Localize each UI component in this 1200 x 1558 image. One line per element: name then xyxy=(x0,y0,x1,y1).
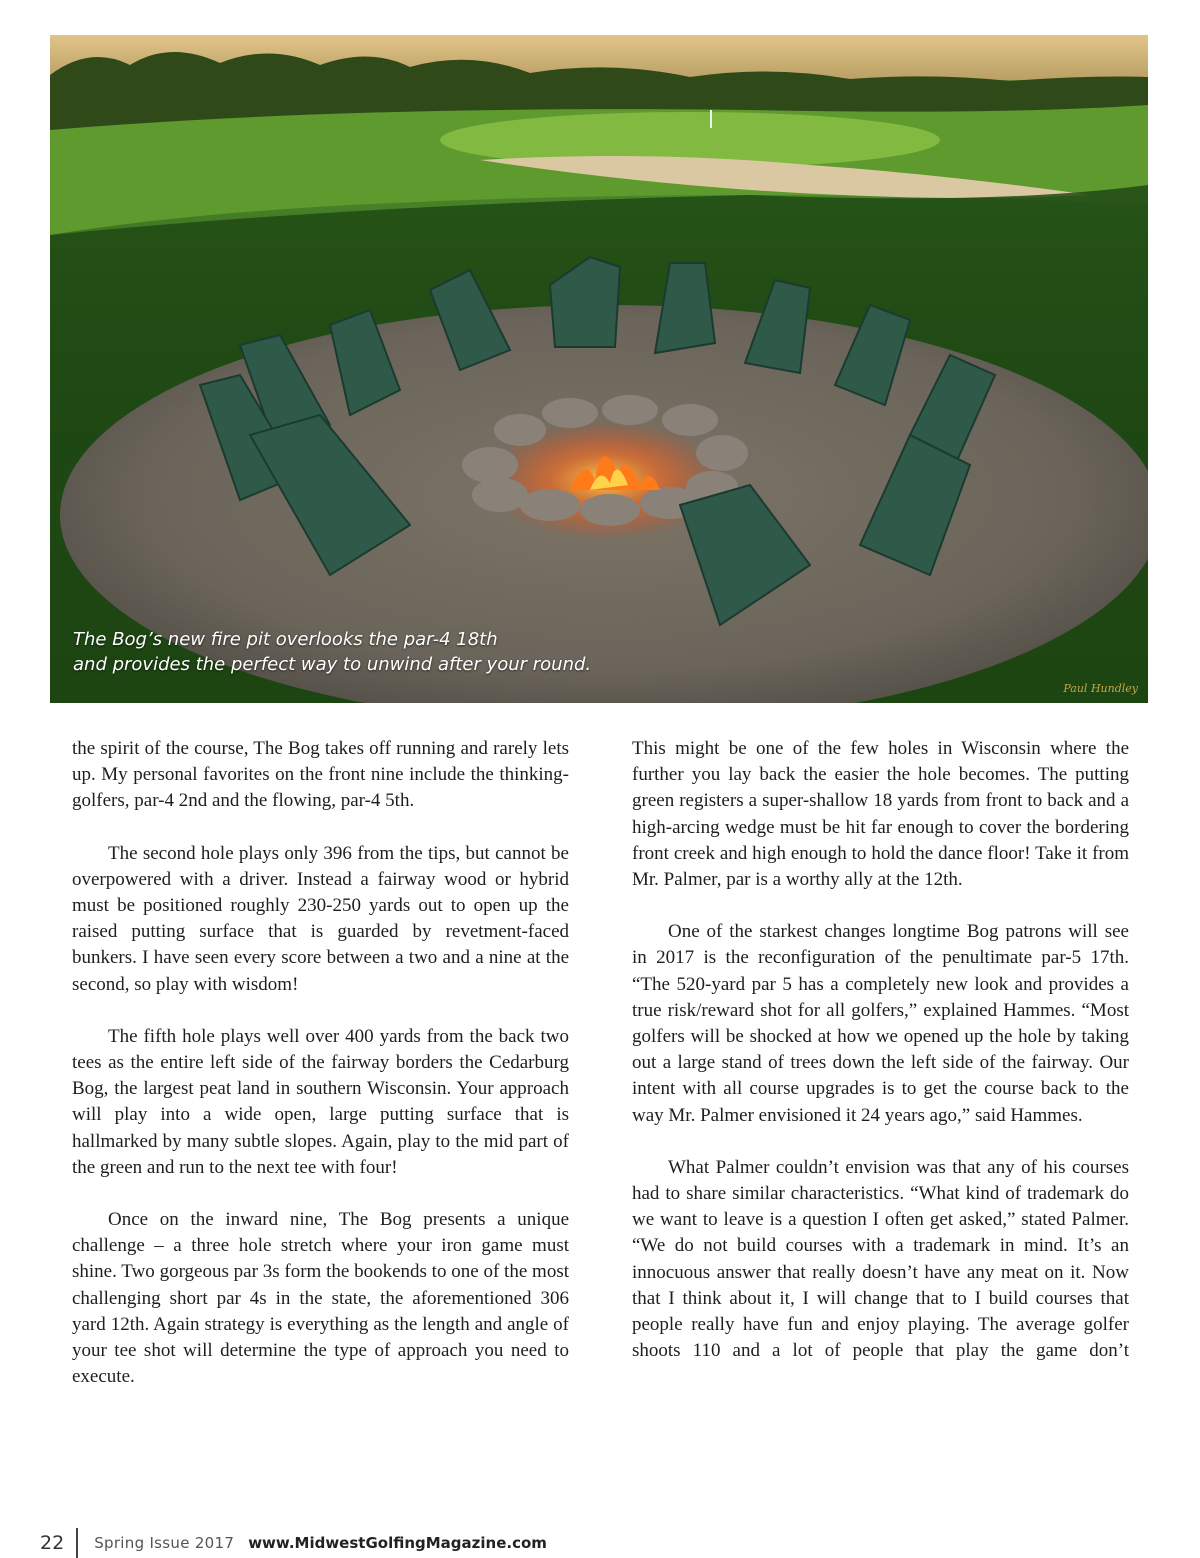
left-column xyxy=(72,736,569,1390)
page-footer xyxy=(40,1528,547,1558)
issue-label: Spring Issue 2017 xyxy=(94,1534,235,1552)
left-paragraph-2: The second hole plays only 396 from the tips, but cannot be overpowered with a driver. Instead a fairway wood or hybrid must be positioned roughly 230-250 yards out to open up the raised putting surface that is guarded by revetment-faced bunkers. I have seen every score between a two and a nine at the second, so play with wisdom! xyxy=(72,842,569,995)
magazine-url[interactable]: www.MidwestGolfingMagazine.com xyxy=(248,1534,547,1552)
hero-photo xyxy=(50,35,1148,703)
right-paragraph-3: What Palmer couldn’t envision was that any of his courses had to share similar characteristics. “What kind of trademark do we want to leave is a question I often get asked,” stated Palmer. “We do not build courses with a trademark in mind. It’s an innocuous answer that really doesn’t have any meat on it. Now that I think about it, I will change that to I build courses that people really have fun and enjoy playing. The average golfer shoots 110 and a lot of people that play the game don’t xyxy=(632,1156,1129,1362)
footer-divider xyxy=(76,1528,78,1558)
left-paragraph-1: the spirit of the course, The Bog takes off running and rarely lets up. My personal favorites on the front nine include the thinking-golfers, par-4 2nd and the flowing, par-4 5th. xyxy=(72,738,569,812)
right-paragraph-2: One of the starkest changes longtime Bog patrons will see in 2017 is the reconfiguration of the penultimate par-5 17th. “The 520-yard par 5 has a completely new look and provides a true risk/reward shot for all golfers,” explained Hammes. “Most golfers will be shocked at how we opened up the hole by taking out a large stand of trees down the left side of the fairway. Our intent with all course upgrades is to get the course back to the way Mr. Palmer envisioned it 24 years ago,” said Hammes. xyxy=(632,921,1129,1126)
caption-line-1: The Bog’s new fire pit overlooks the par-4 18th xyxy=(73,629,498,650)
fire-pit-illustration xyxy=(50,35,1148,703)
caption-line-2: and provides the perfect way to unwind after your round. xyxy=(73,654,592,675)
left-paragraph-3: The fifth hole plays well over 400 yards from the back two tees as the entire left side of the fairway borders the Cedarburg Bog, the largest peat land in southern Wisconsin. Your approach will play into a wide open, large putting surface that is hallmarked by many subtle slopes. Again, play to the mid part of the green and run to the next tee with four! xyxy=(72,1025,569,1178)
photo-caption xyxy=(73,627,591,677)
page-number: 22 xyxy=(40,1532,65,1554)
left-paragraph-4: Once on the inward nine, The Bog presents a unique challenge – a three hole stretch where your iron game must shine. Two gorgeous par 3s form the bookends to one of the most challenging short par 4s in the state, the aforementioned 306 yard 12th. Again strategy is everything as the length and angle of your tee shot will determine the type of approach you need to execute. xyxy=(72,1209,569,1388)
right-paragraph-1: This might be one of the few holes in Wisconsin where the further you lay back the easier the hole becomes. The putting green registers a super-shallow 18 yards from front to back and a high-arcing wedge must be hit far enough to cover the bordering front creek and high enough to hold the dance floor! Take it from Mr. Palmer, par is a worthy ally at the 12th. xyxy=(632,738,1129,891)
photographer-signature: Paul Hundley xyxy=(1063,682,1138,695)
right-column xyxy=(632,736,1129,1364)
